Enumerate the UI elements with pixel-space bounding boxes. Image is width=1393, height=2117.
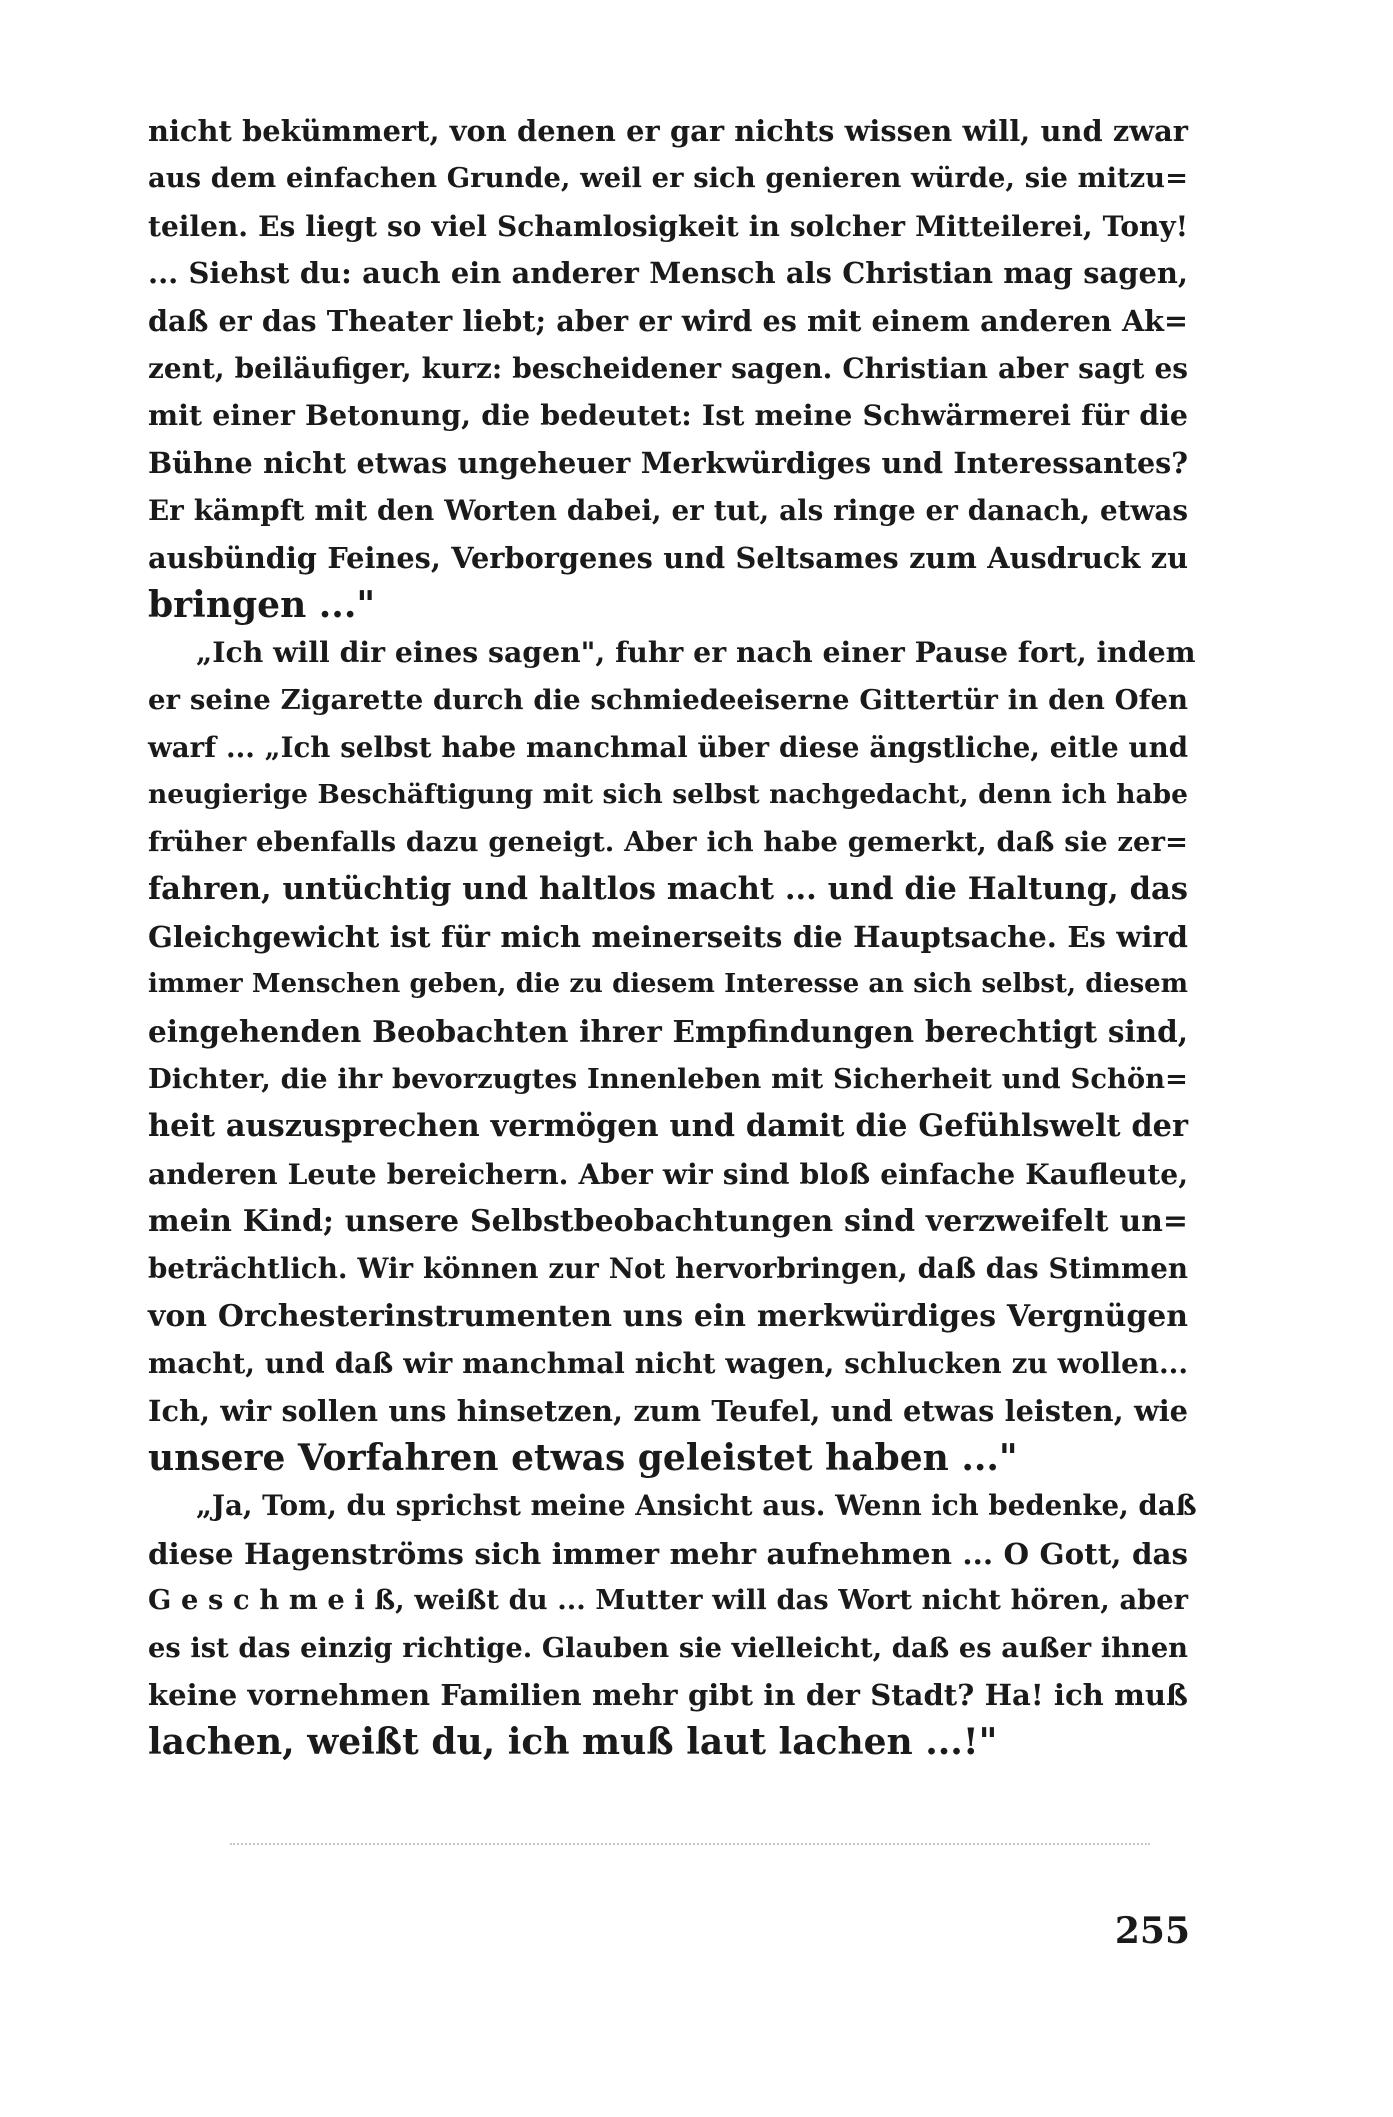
text-line: eingehenden Beobachten ihrer Empfindungen berechtigt sind, (148, 1014, 1188, 1050)
text-line: Ich, wir sollen uns hinsetzen, zum Teufel, und etwas leisten, wie (148, 1393, 1188, 1428)
text-line: neugierige Beschäftigung mit sich selbst nachgedacht, denn ich habe (148, 779, 1188, 811)
text-line: nicht bekümmert, von denen er gar nichts wissen will, und zwar (148, 114, 1188, 148)
text-line: Er kämpft mit den Worten dabei, er tut, als ringe er danach, etwas (148, 494, 1188, 528)
text-line: mein Kind; unsere Selbstbeobachtungen sind verzweifelt un= (148, 1203, 1188, 1239)
text-line: heit auszusprechen vermögen und damit die Gefühlswelt der (148, 1108, 1188, 1145)
text-line: ausbündig Feines, Verborgenes und Seltsames zum Ausdruck zu (148, 540, 1188, 575)
text-line: Bühne nicht etwas ungeheuer Merkwürdiges und Interessantes? (148, 445, 1188, 480)
paragraph-start-line: „Ich will dir eines sagen", fuhr er nach einer Pause fort, indem (196, 635, 1196, 670)
text-line: früher ebenfalls dazu geneigt. Aber ich habe gemerkt, daß sie zer= (148, 825, 1188, 858)
text-line: Gleichgewicht ist für mich meinerseits die Hauptsache. Es wird (148, 919, 1188, 954)
text-line: diese Hagenströms sich immer mehr aufnehmen ... O Gott, das (148, 1535, 1188, 1571)
text-line: macht, und daß wir manchmal nicht wagen, schlucken zu wollen... (148, 1347, 1188, 1381)
text-line: anderen Leute bereichern. Aber wir sind bloß einfache Kaufleute, (148, 1157, 1188, 1191)
text-line: daß er das Theater liebt; aber er wird es mit einem anderen Ak= (148, 303, 1188, 338)
text-line: von Orchesterinstrumenten uns ein merkwürdiges Vergnügen (148, 1298, 1188, 1334)
paragraph-start-line: „Ja, Tom, du sprichst meine Ansicht aus. Wenn ich bedenke, daß (196, 1489, 1197, 1523)
text-line: mit einer Betonung, die bedeutet: Ist meine Schwärmerei für die (148, 398, 1188, 433)
text-line: fahren, untüchtig und haltlos macht ... und die Haltung, das (148, 871, 1188, 908)
text-line: er seine Zigarette durch die schmiedeeiserne Gittertür in den Ofen (148, 683, 1188, 716)
body-text (148, 108, 1197, 1767)
text-line: keine vornehmen Familien mehr gibt in der Stadt? Ha! ich muß (148, 1677, 1188, 1712)
text-line: immer Menschen geben, die zu diesem Interesse an sich selbst, diesem (148, 969, 1188, 1000)
text-line: lachen, weißt du, ich muß laut lachen ...!" (148, 1721, 998, 1764)
text-line: es ist das einzig richtige. Glauben sie vielleicht, daß es außer ihnen (148, 1631, 1188, 1664)
text-line: unsere Vorfahren etwas geleistet haben ..." (148, 1436, 1018, 1479)
text-line: bringen ..." (148, 583, 376, 626)
text-line: Dichter, die ihr bevorzugtes Innenleben mit Sicherheit und Schön= (148, 1062, 1188, 1095)
page-number: 255 (1114, 1910, 1190, 1952)
text-line: ... Siehst du: auch ein anderer Mensch als Christian mag sagen, (148, 256, 1188, 291)
text-line: warf ... „Ich selbst habe manchmal über diese ängstliche, eitle und (148, 731, 1188, 765)
text-line: teilen. Es liegt so viel Schamlosigkeit in solcher Mitteilerei, Tony! (148, 209, 1188, 243)
text-line: G e s c h m e i ß, weißt du ... Mutter will das Wort nicht hören, aber (148, 1584, 1188, 1617)
text-line: aus dem einfachen Grunde, weil er sich genieren würde, sie mitzu= (148, 162, 1188, 195)
bleed-through-dots (230, 1843, 1150, 1849)
text-line: beträchtlich. Wir können zur Not hervorbringen, daß das Stimmen (148, 1252, 1188, 1286)
text-line: zent, beiläufiger, kurz: bescheidener sagen. Christian aber sagt es (148, 351, 1188, 385)
